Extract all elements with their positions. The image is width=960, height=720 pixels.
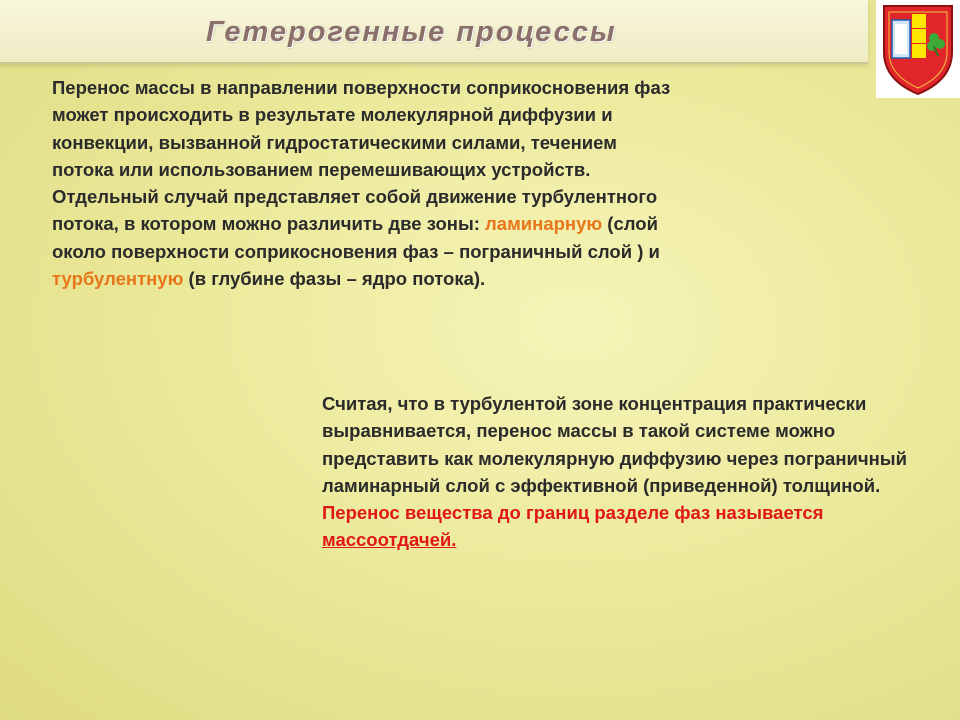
paragraph-1 [52, 74, 672, 292]
paragraph-2-text-a: Считая, что в турбулентой зоне концентрация практически выравнивается, перенос массы в такой системе можно представить как молекулярную диффузию через пограничный ламинарный слой с эффективной (приведенной) толщиной. [322, 393, 907, 496]
mass-transfer-term: массоотдачей. [322, 529, 457, 551]
paragraph-2 [322, 390, 922, 554]
paragraph-1-text-c: (в глубине фазы – ядро потока). [183, 268, 486, 290]
turbulent-highlight: турбулентную [52, 268, 184, 290]
paragraph-1-text-a: Перенос массы в направлении поверхности соприкосновения фаз может происходить в результате молекулярной диффузии и конвекции, вызванной гидростатическими силами, течением потока или использованием перемешивающих устройств. Отдельный случай представляет собой движение турбулентного потока, в котором можно различить две зоны: [52, 77, 671, 235]
title-bar [0, 0, 868, 64]
slide-title: Гетерогенные процессы [206, 16, 617, 48]
logo-container [876, 0, 960, 98]
laminar-highlight: ламинарную [485, 213, 603, 235]
shield-logo-icon [876, 0, 960, 98]
paragraph-1-text-b: (слой около поверхности соприкосновения фаз – пограничный слой ) и [52, 213, 660, 262]
definition-text: Перенос вещества до границ разделе фаз называется [322, 502, 824, 524]
